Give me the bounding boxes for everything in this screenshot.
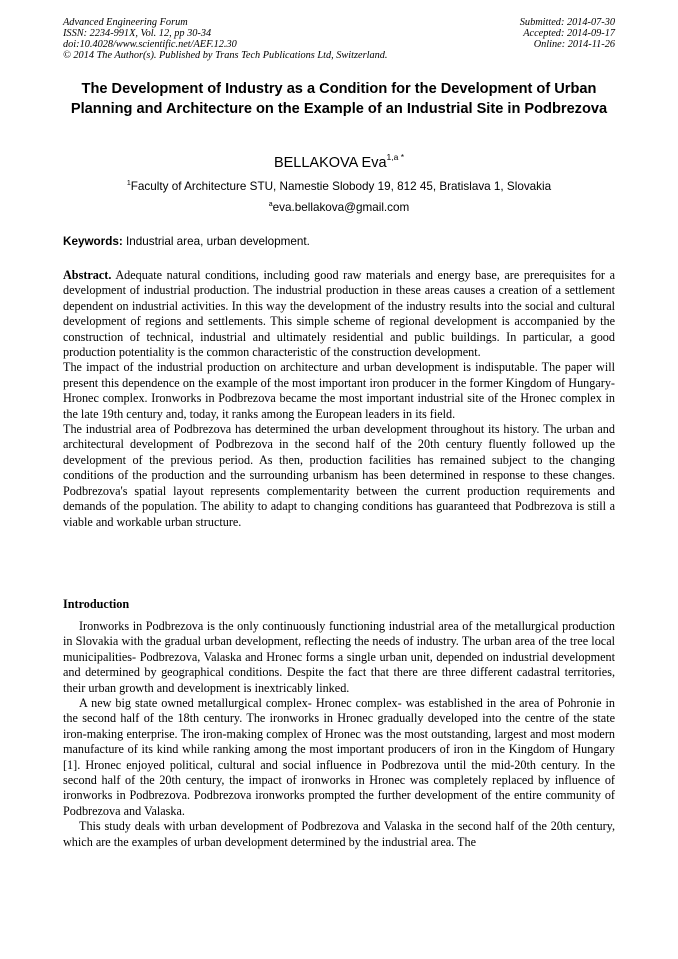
paper-title: The Development of Industry as a Condition for the Development of Urban Planning and Architecture on the Example of an Industrial Site in Podbrezova bbox=[70, 81, 608, 117]
author-email bbox=[0, 197, 678, 216]
abstract-paragraph: The industrial area of Podbrezova has determined the urban development throughout its history. The urban and architectural development of Podbrezova in the second half of the 20th century fluently followed up the development of the previous period. As then, production facilities has remained subject to the changing conditions of the production and the surrounding urbanism has been determined in response to these changes. Podbrezova's spatial layout represents complementarity between the current production requirements and demands of the population. The ability to adapt to changing conditions has guaranteed that Podbrezova is still a viable and workable urban structure. bbox=[63, 422, 615, 529]
introduction-paragraph: A new big state owned metallurgical complex- Hronec complex- was established in the area of Pohronie in the second half of the 18th century. The ironworks in Hronec gradually developed into the centre of the state iron-making enterprise. The iron-making complex of Hronec was the most outstanding, largest and most modern manufacture of its kind while ranking among the most important producers of iron in the Kingdom of Hungary [1]. Hronec enjoyed political, cultural and social influence in Podbrezova until the mid-20th century. In the second half of the 20th century, the impact of ironworks in Hronec was completely replaced by influence of ironworks in Podbrezova. Podbrezova ironworks prompted the further development of the entire community of Podbrezova and Valaska. bbox=[63, 696, 615, 818]
author-line bbox=[0, 147, 678, 173]
submitted-date: Submitted: 2014-07-30 bbox=[519, 17, 615, 28]
author-sup: 1,a * bbox=[386, 152, 405, 162]
accepted-date: Accepted: 2014-09-17 bbox=[523, 28, 615, 39]
introduction-paragraph: Ironworks in Podbrezova is the only continuously functioning industrial area of the metallurgical production in Slovakia with the gradual urban development, reflecting the needs of industry. The urban area of the tree local municipalities- Podbrezova, Valaska and Hronec forms a single urban unit, depended on industrial development and determined by geographical conditions. Despite the fact that there are three different cadastral territories, their urban growth and development is inextricably linked. bbox=[63, 619, 615, 695]
journal-name: Advanced Engineering Forum bbox=[63, 17, 188, 28]
keywords bbox=[63, 234, 310, 250]
issn-line: ISSN: 2234-991X, Vol. 12, pp 30-34 bbox=[63, 28, 212, 39]
dates-info bbox=[520, 17, 615, 50]
introduction-heading: Introduction bbox=[63, 597, 130, 611]
copyright-line: © 2014 The Author(s). Published by Trans Tech Publications Ltd, Switzerland. bbox=[63, 50, 388, 61]
online-date: Online: 2014-11-26 bbox=[533, 39, 615, 50]
introduction-paragraph: This study deals with urban development of Podbrezova and Valaska in the second half of the 20th century, which are the examples of urban development determined by the industrial area. The bbox=[63, 819, 615, 849]
affiliation-sup: 1 bbox=[126, 180, 131, 187]
author-name: BELLAKOVA Eva bbox=[273, 155, 387, 171]
doi-line: doi:10.4028/www.scientific.net/AEF.12.30 bbox=[63, 39, 237, 50]
keywords-label: Keywords: bbox=[63, 235, 123, 248]
journal-info bbox=[63, 17, 387, 61]
introduction-section bbox=[63, 619, 615, 850]
keywords-text: Industrial area, urban development. bbox=[122, 235, 310, 248]
abstract-paragraph: Abstract. Adequate natural conditions, including good raw materials and energy base, are prerequisites for a development of industrial production. The industrial production in these areas causes a creation of a settlement dependent on industrial activities. In this way the development of the industry results into the social and cultural development of regions and settlements. This simple scheme of regional development is accompanied by the construction of technical, industrial and ultimately residential and public buildings. In particular, a good production potentiality is the common characteristic of the construction development. bbox=[63, 268, 615, 360]
affiliation-text: Faculty of Architecture STU, Namestie Slobody 19, 812 45, Bratislava 1, Slovakia bbox=[130, 180, 552, 193]
abstract-label: Abstract. bbox=[63, 268, 112, 282]
abstract-paragraph: The impact of the industrial production on architecture and urban development is indisputable. The paper will present this dependence on the example of the most important iron producer in the former Kingdom of Hungary- Hronec complex. Ironworks in Podbrezova became the most important industrial site of the Hronec complex in the late 19th century and, today, it ranks among the European leaders in its field. bbox=[63, 360, 615, 421]
abstract-section bbox=[63, 268, 615, 530]
email-sup: a bbox=[268, 201, 273, 208]
email-text: eva.bellakova@gmail.com bbox=[272, 201, 410, 214]
affiliation bbox=[0, 176, 678, 195]
